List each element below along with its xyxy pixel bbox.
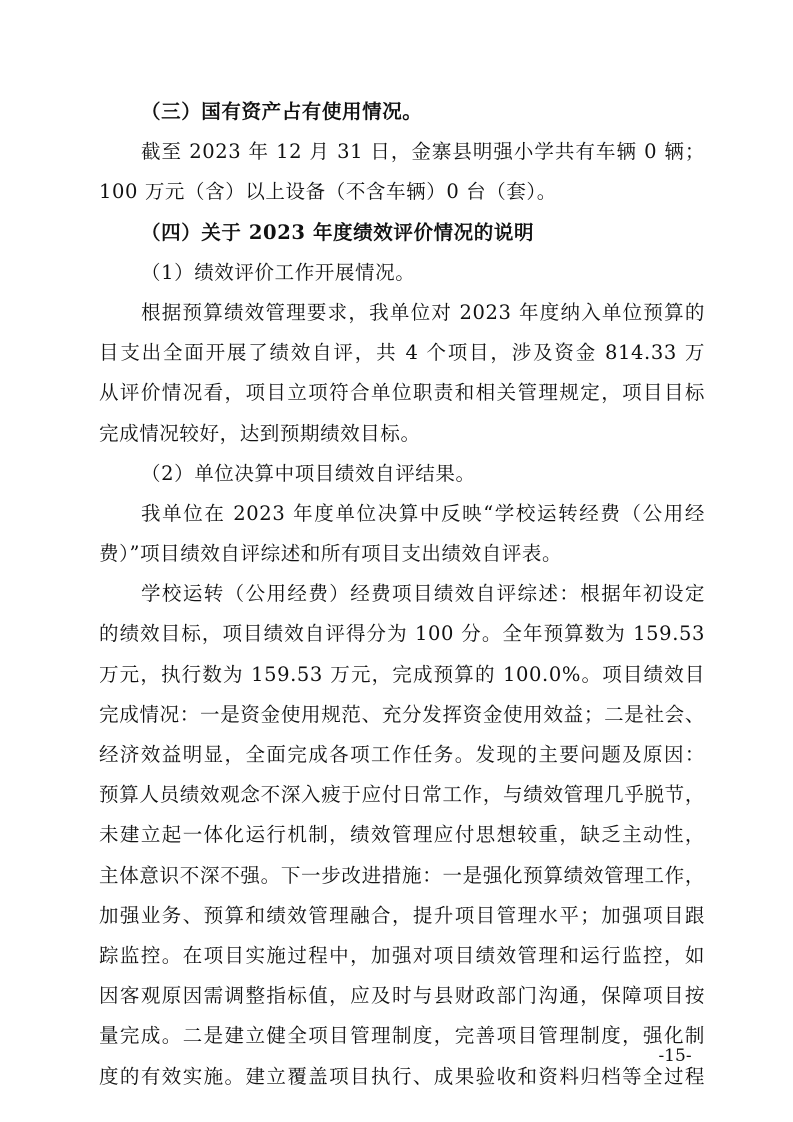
paragraph-line: 学校运转（公用经费）经费项目绩效自评综述：根据年初设定 — [141, 582, 705, 606]
page-number: -15- — [658, 1046, 692, 1066]
paragraph-line: 未建立起一体化运行机制，绩效管理应付思想较重，缺乏主动性， — [99, 823, 705, 847]
paragraph-line: 主体意识不深不强。下一步改进措施：一是强化预算绩效管理工作， — [99, 863, 705, 887]
paragraph-line: 目支出全面开展了绩效自评，共 4 个项目，涉及资金 814.33 万 — [99, 341, 705, 365]
document-body — [99, 92, 705, 1097]
paragraph-line: 万元，执行数为 159.53 万元，完成预算的 100.0%。项目绩效目 — [99, 662, 705, 686]
paragraph-line: 预算人员绩效观念不深入疲于应付日常工作，与绩效管理几乎脱节， — [99, 783, 705, 807]
paragraph-line: 度的有效实施。建立覆盖项目执行、成果验收和资料归档等全过程 — [99, 1064, 705, 1088]
paragraph-line: 100 万元（含）以上设备（不含车辆）0 台（套）。 — [99, 180, 557, 204]
paragraph-line: 我单位在 2023 年度单位决算中反映“学校运转经费（公用经 — [141, 501, 705, 525]
subheading-self-evaluation-results: （2）单位决算中项目绩效自评结果。 — [141, 461, 476, 485]
section-heading-assets: （三）国有资产占有使用情况。 — [141, 100, 423, 123]
paragraph-line: 经济效益明显，全面完成各项工作任务。发现的主要问题及原因： — [99, 743, 705, 766]
paragraph-line: 完成情况较好，达到预期绩效目标。 — [99, 421, 421, 445]
paragraph-line: 根据预算绩效管理要求，我单位对 2023 年度纳入单位预算的 — [141, 300, 705, 324]
paragraph-line: 量完成。二是建立健全项目管理制度，完善项目管理制度，强化制 — [99, 1024, 705, 1048]
paragraph-line: 截至 2023 年 12 月 31 日，金寨县明强小学共有车辆 0 辆； — [141, 140, 705, 164]
paragraph-line: 完成情况：一是资金使用规范、充分发挥资金使用效益；二是社会、 — [99, 702, 705, 726]
paragraph-line: 踪监控。在项目实施过程中，加强对项目绩效管理和运行监控，如 — [99, 943, 705, 967]
paragraph-line: 加强业务、预算和绩效管理融合，提升项目管理水平；加强项目跟 — [99, 903, 705, 927]
section-heading-performance: （四）关于 2023 年度绩效评价情况的说明 — [141, 220, 535, 244]
paragraph-line: 的绩效目标，项目绩效自评得分为 100 分。全年预算数为 159.53 — [99, 622, 705, 646]
paragraph-line: 因客观原因需调整指标值，应及时与县财政部门沟通，保障项目按 — [99, 984, 705, 1008]
subheading-evaluation-work: （1）绩效评价工作开展情况。 — [141, 260, 416, 284]
paragraph-line: 从评价情况看，项目立项符合单位职责和相关管理规定，项目目标 — [99, 381, 705, 405]
paragraph-line: 费）”项目绩效自评综述和所有项目支出绩效自评表。 — [99, 542, 563, 566]
